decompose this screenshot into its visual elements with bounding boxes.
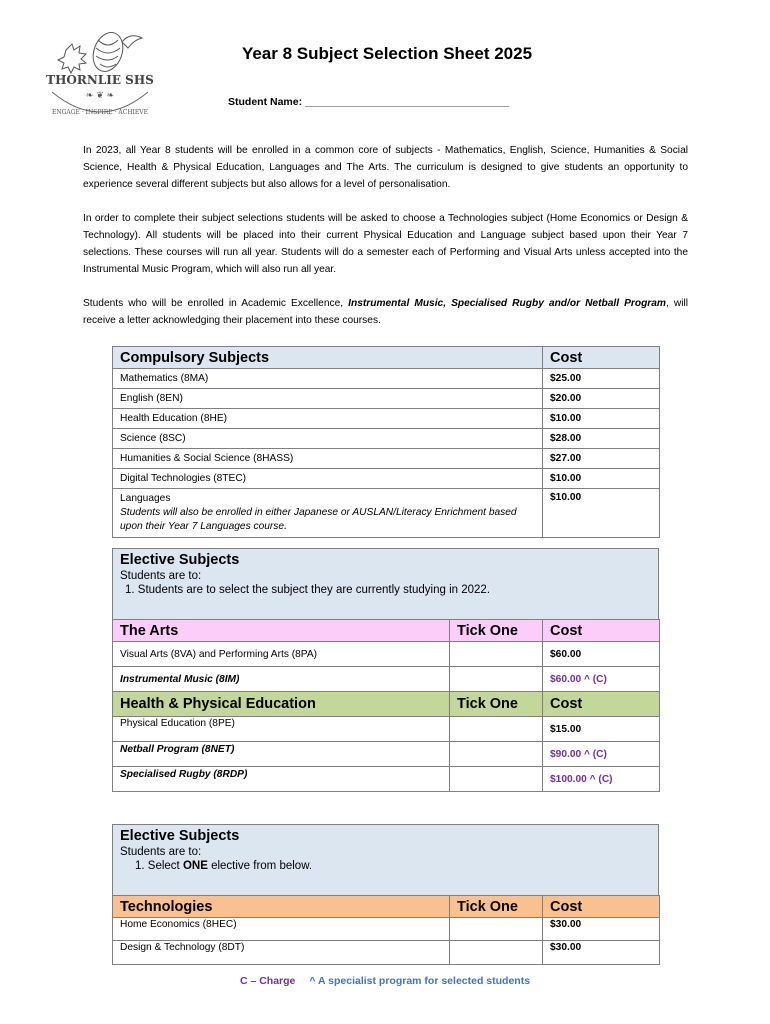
school-logo <box>46 22 154 128</box>
table-row: Netball Program (8NET) $90.00 ^ (C) <box>113 742 660 767</box>
table-row: English (8EN) $20.00 <box>113 389 660 409</box>
table-row: Specialised Rugby (8RDP) $100.00 ^ (C) <box>113 767 660 792</box>
tick-box[interactable] <box>450 667 543 692</box>
table-row: Visual Arts (8VA) and Performing Arts (8PA) $60.00 <box>113 642 660 667</box>
elective-instruction: 1. Students are to select the subject they are currently studying in 2022. <box>125 584 491 596</box>
tick-box[interactable] <box>450 941 543 965</box>
table-row: Digital Technologies (8TEC) $10.00 <box>113 469 660 489</box>
table-row: Health Education (8HE) $10.00 <box>113 409 660 429</box>
elective-arts-hpe-table <box>112 619 660 792</box>
tick-box[interactable] <box>450 767 543 792</box>
svg-text:❧ ❦ ❧: ❧ ❦ ❧ <box>85 91 115 101</box>
footer-legend <box>0 975 770 987</box>
tick-box[interactable] <box>450 742 543 767</box>
languages-row: Languages Students will also be enrolled in either Japanese or AUSLAN/Literacy Enrichment based upon their Year 7 Languages course. $10.00 <box>113 489 660 538</box>
cost-header: Cost <box>543 347 660 369</box>
elective-instruction: 1. Select ONE elective from below. <box>135 860 313 872</box>
table-row: Mathematics (8MA) $25.00 <box>113 369 660 389</box>
elective-title: Elective Subjects <box>120 828 240 844</box>
svg-text:ENGAGE · INSPIRE · ACHIEVE: ENGAGE · INSPIRE · ACHIEVE <box>51 109 149 116</box>
elective-intro: Students are to: <box>120 846 202 858</box>
arts-header: The Arts Tick One Cost <box>113 620 660 642</box>
page-title: Year 8 Subject Selection Sheet 2025 <box>241 44 533 63</box>
svg-text:THORNLIE SHS: THORNLIE SHS <box>46 73 154 87</box>
elective-subjects-box-2 <box>112 824 659 896</box>
elective-title: Elective Subjects <box>120 552 240 568</box>
technologies-header: Technologies Tick One Cost <box>113 896 660 918</box>
tick-box[interactable] <box>450 918 543 941</box>
elective-subjects-box-1 <box>112 548 659 620</box>
charge-legend: C – Charge <box>239 975 296 987</box>
tick-box[interactable] <box>450 717 543 742</box>
intro-paragraph-3: Students who will be enrolled in Academic Excellence, Instrumental Music, Specialised Rugby and/or Netball Program, will receive a letter acknowledging their placement into these courses. <box>83 298 689 326</box>
table-row: Home Economics (8HEC) $30.00 <box>113 918 660 941</box>
tick-box[interactable] <box>450 642 543 667</box>
table-row: Science (8SC) $28.00 <box>113 429 660 449</box>
technologies-table <box>112 895 660 965</box>
intro-paragraph-2: In order to complete their subject selections students will be asked to choose a Technologies subject (Home Economics or Design & Technology). All students will be placed into their current Physical Education and Language subject based upon their Year 7 selections. These courses will run all year. Students will do a semester each of Performing and Visual Arts unless accepted into the Instrumental Music Program, which will also run all year. <box>83 213 688 275</box>
elective-intro: Students are to: <box>120 570 202 582</box>
table-row: Design & Technology (8DT) $30.00 <box>113 941 660 965</box>
table-row: Humanities & Social Science (8HASS) $27.00 <box>113 449 660 469</box>
compulsory-subjects-table <box>112 346 660 538</box>
intro-paragraph-1: In 2023, all Year 8 students will be enrolled in a common core of subjects - Mathematics, English, Science, Humanities & Social Science, Health & Physical Education, Languages and The Arts. The curriculum is designed to give students an opportunity to experience several different subjects but also allows for a level of personalisation. <box>83 145 688 190</box>
hpe-header: Health & Physical Education Tick One Cost <box>113 692 660 717</box>
compulsory-title: Compulsory Subjects <box>113 347 543 369</box>
student-name-field[interactable]: Student Name: ___________________________________ <box>228 96 510 108</box>
specialist-legend: ^ A specialist program for selected students <box>309 975 531 987</box>
table-row: Instrumental Music (8IM) $60.00 ^ (C) <box>113 667 660 692</box>
table-row: Physical Education (8PE) $15.00 <box>113 717 660 742</box>
